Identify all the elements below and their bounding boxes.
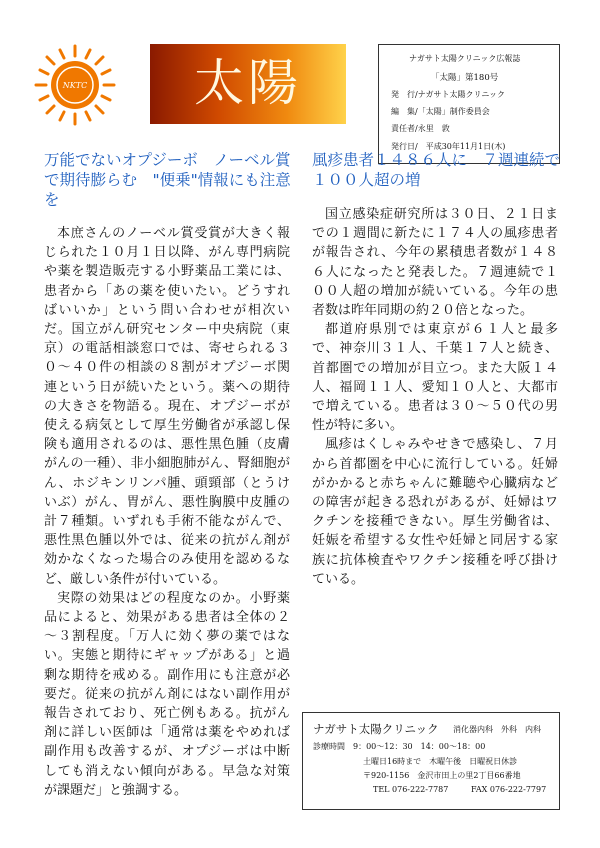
article-right-body <box>312 205 558 589</box>
publisher: 発 行/ナガサト太陽クリニック <box>391 90 506 99</box>
clinic-departments: 消化器内科 外科 内科 <box>453 725 541 734</box>
article-left-body <box>44 224 290 800</box>
publication-info-box <box>378 44 560 164</box>
article-right-paragraph: 風疹はくしゃみやせきで感染し、７月から首都圏を中心に流行している。妊婦がかかると赤ちゃんに難聴や心臓病などの障害が起きる恐れがあるが、妊婦はワクチンを接種できない。厚生労働省は、妊娠を希望する女性や妊婦と同居する家族に抗体検査やワクチン接種を呼び掛けている。 <box>312 437 558 587</box>
logo-text: NKTC <box>62 81 88 90</box>
article-left-paragraph: 本庶さんのノーベル賞受賞が大きく報じられた１０月１日以降、がん専門病院や薬を製造販売する小野薬品工業には、患者から「あの薬を使いたい。どうすればいいか」という問い合わせが相次いだ。国立がん研究センター中央病院（東京）の電話相談窓口では、寄せられる３０～４０件の相談の８割がオプジーボ関連という日が続いたという。薬への期待の大きさを物語る。現在、オプジーボが使える病気として厚生労働省が承認し保険も適用されるのは、悪性黒色腫（皮膚がんの一種）、非小細胞肺がん、腎細胞がん、ホジキンリンパ腫、頭頸部（とうけいぶ）がん、胃がん、悪性胸膜中皮腫の計７種類。いずれも手術不能ながんで、悪性黒色腫以外では、従来の抗がん剤が効かなくなった場合のみ使用を認めるなど、厳しい条件が付いている。 <box>44 226 290 587</box>
title-banner <box>150 44 346 124</box>
clinic-hours: 診療時間 9：00～12：30 14：00～18：00 <box>313 742 486 751</box>
editor: 編 集/「太陽」制作委員会 <box>391 107 490 116</box>
issue-number: 「太陽」第180号 <box>431 73 499 83</box>
article-left-headline: 万能でないオプジーボ ノーベル賞で期待膨らむ "便乗"情報にも注意を <box>44 151 291 209</box>
clinic-tel: TEL 076-222-7787 <box>373 785 449 794</box>
clinic-hours-note: 土曜日16時まで 木曜午後 日曜祝日休診 <box>363 757 518 766</box>
article-left-paragraph: 実際の効果はどの程度なのか。小野薬品によると、効果がある患者は全体の２～３割程度。「万人に効く夢の薬ではない。実態と期待にギャップがある」と過剰な期待を戒める。副作用にも注意が必要だ。従来の抗がん剤にはない副作用が報告されており、死亡例もある。抗がん剤に詳しい医師は「通常は薬をやめれば副作用も改善するが、オプジーボは中断しても消えない傾向がある。早急な対策が課題だ」と強調する。 <box>44 590 290 798</box>
article-right-headline: 風疹患者１４８６人に ７週連続で１００人超の増 <box>312 151 561 189</box>
clinic-info-box <box>302 712 560 810</box>
publication-name: ナガサト太陽クリニック広報誌 <box>409 54 521 63</box>
newsletter-title: 太陽 <box>194 54 302 112</box>
article-right-paragraph: 都道府県別では東京が６１人と最多で、神奈川３１人、千葉１７人と続き、首都圏での増加が目立つ。また大阪１４人、福岡１１人、愛知１０人と、大都市で増えている。患者は３０～５０代の男性が特に多い。 <box>312 322 558 434</box>
issue-date: 発行日/ 平成30年11月1日(木) <box>391 142 506 151</box>
clinic-name: ナガサト太陽クリニック <box>313 722 439 736</box>
sun-logo-icon <box>34 44 116 126</box>
clinic-logo <box>34 44 116 126</box>
clinic-address: 〒920-1156 金沢市田上の里2丁目66番地 <box>363 771 521 780</box>
clinic-fax: FAX 076-222-7797 <box>471 785 547 794</box>
article-right-paragraph: 国立感染症研究所は３０日、２１日までの１週間に新たに１７４人の風疹患者が報告され、今年の累積患者数が１４８６人になったと発表した。７週連続で１００人超の増加が続いている。今年の患者数は昨年同期の約２０倍となった。 <box>312 207 558 319</box>
responsible-person: 責任者/永里 敦 <box>391 124 450 133</box>
